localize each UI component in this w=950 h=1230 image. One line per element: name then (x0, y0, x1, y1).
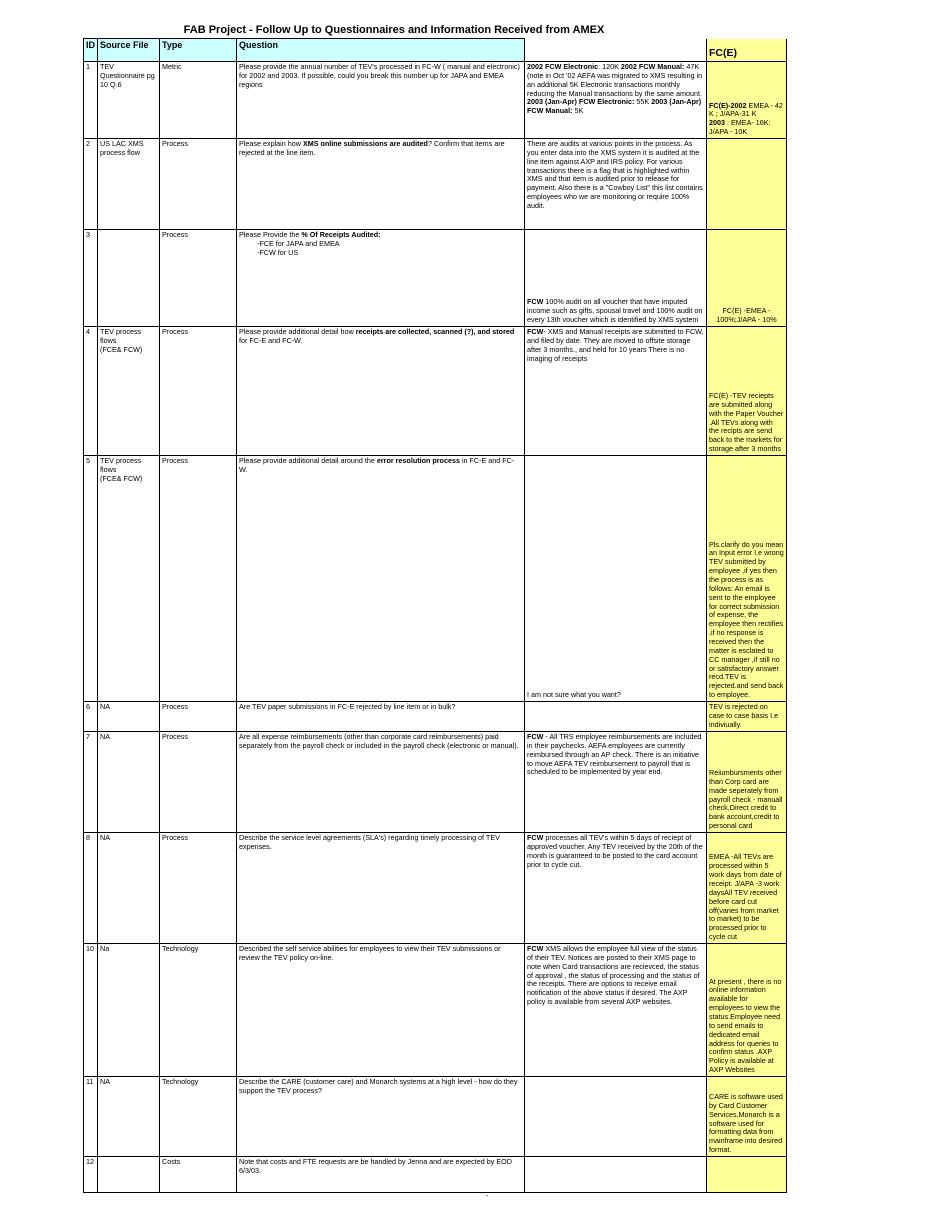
response-label: 2002 FCW Electronic (527, 62, 599, 71)
question-emphasis: XMS online submissions are audited (302, 139, 428, 148)
cell-source-file (98, 230, 160, 327)
cell-question (237, 327, 525, 456)
header-source-file: Source File (98, 39, 160, 62)
cell-source-file: NA (98, 833, 160, 944)
cell-fce: FC(E) -EMEA - 100%;J/APA - 10% (707, 230, 787, 327)
cell-response (525, 62, 707, 139)
response-text: XMS allows the employee full view of the status of their TEV. Notices are posted to their XMS page to note when Card transactions are recievced, the status of approval , the status of processing and the status of the receipts. There are options to receive email notification of the above status if desired. The AXP policy is available from several AXP websites. (527, 944, 700, 1007)
question-text: Please Provide the (239, 230, 302, 239)
response-text: 5K (572, 106, 584, 116)
cell-id: 8 (84, 833, 98, 944)
cell-question (237, 456, 525, 702)
response-label: FCW (527, 327, 544, 336)
cell-response (525, 327, 707, 456)
fce-text: : EMEA- 16K: J/APA - 10K (709, 118, 771, 137)
cell-source-file: NA (98, 1077, 160, 1157)
cell-source-file: US LAC XMS process flow (98, 139, 160, 230)
cell-fce: At present , there is no online information available for employees to view the status.Employee need to send emails to dedicated email address for queries to confirm status .AXP Policy is available at AXP Websites (707, 944, 787, 1077)
fce-label: FC(E)-2002 (709, 100, 747, 110)
response-label: FCW (527, 944, 544, 953)
response-text: 47K (note in Oct '02 AEFA was migrated to XMS resulting in an additional 5K Electronic transactions monthly reducing the Manual transactions by the same amount. (527, 62, 703, 98)
question-text: Please provide additional detail how (239, 327, 356, 336)
cell-type: Technology (160, 1077, 237, 1157)
cell-id: 11 (84, 1077, 98, 1157)
cell-response (525, 732, 707, 833)
cell-id: 5 (84, 456, 98, 702)
cell-source-file: TEV process flows (FCE& FCW) (98, 327, 160, 456)
cell-question (237, 230, 525, 327)
response-text: - XMS and Manual receipts are submitted to FCW, and filed by date. They are moved to offsite storage after 3 months., and held for 10 years There is no imaging of receipts (527, 327, 704, 363)
cell-source-file: Na (98, 944, 160, 1077)
cell-id: 7 (84, 732, 98, 833)
cell-response (525, 230, 707, 327)
response-text: 55K (634, 97, 652, 107)
response-text: : 120K (598, 62, 621, 71)
cell-question: Describe the CARE (customer care) and Monarch systems at a high level - how do they support the TEV process? (237, 1077, 525, 1157)
followup-table (83, 38, 787, 1193)
table-row (84, 456, 787, 702)
question-subitem: -FCW for US (257, 247, 299, 257)
fce-label: 2003 (709, 118, 725, 128)
response-text: processes all TEV's within 5 days of reciept of approved voucher. Any TEV received by the 20th of the month is guaranteed to be posted to the card account prior to cycle cut. (527, 833, 703, 869)
question-emphasis: % Of Receipts Audited: (301, 230, 381, 239)
table-row (84, 327, 787, 456)
cell-type: Process (160, 833, 237, 944)
cell-question (237, 139, 525, 230)
question-text: Please explain how (239, 139, 303, 148)
response-text: - All TRS employee reimbursements are included in their paychecks. AEFA employees are currently reimbursed through an AP check. There is an initiative to move AEFA TEV reimbursement to payroll that is scheduled to be implemented by year end. (527, 732, 702, 777)
header-response (525, 39, 707, 62)
cell-id: 6 (84, 702, 98, 732)
response-label: 2003 (Jan-Apr) FCW Electronic: (527, 97, 635, 107)
header-fce: FC(E) (707, 39, 787, 62)
table-row (84, 732, 787, 833)
cell-fce: EMEA -All TEVs are processed within 5 work days from date of receipt. J/APA -3 work daysAll TEV received before card cut off(varies from market to market) to be processed prior to cycle cut (707, 833, 787, 944)
cell-fce: Reiumbursments other than Corp card are made seperately from payroll check - manuall check,Direct credit to bank account,credit to personal card (707, 732, 787, 833)
cell-response: There are audits at various points in the process. As you enter data into the XMS system it is audited at the line item against AXP and IRS policy. For various transactions there is a flag that is highlighted within XMS and that item is audited prior to release for payment. Also there is a "Cowboy List" this list contains employees who we are monitoring or require 100% audit. (525, 139, 707, 230)
question-emphasis: receipts are collected, scanned (?), and stored (355, 327, 515, 336)
cell-id: 1 (84, 62, 98, 139)
cell-type: Process (160, 456, 237, 702)
cell-type: Process (160, 139, 237, 230)
table-row (84, 702, 787, 732)
cell-source-file (98, 1157, 160, 1193)
cell-source-file: TEV Questionnaire pg 10 Q.6 (98, 62, 160, 139)
cell-question: Describe the service level agreements (SLA's) regarding timely processing of TEV expenses. (237, 833, 525, 944)
page-title: FAB Project - Follow Up to Questionnaires and Information Received from AMEX (183, 24, 605, 36)
cell-fce: CARE is software used by Card Customer Services.Monarch is a software used for formatting data from mainframe into desired format. (707, 1077, 787, 1157)
cell-id: 10 (84, 944, 98, 1077)
cell-fce (707, 139, 787, 230)
cell-fce: FC(E) -TEV reciepts are submitted along with the Paper Voucher .All TEVs along with the recipts are send back to the markets for storage after 3 months (707, 327, 787, 456)
header-question: Question (237, 39, 525, 62)
cell-type: Process (160, 702, 237, 732)
cell-question: Described the self service abilities for employees to view their TEV submissions or review the TEV policy on-line. (237, 944, 525, 1077)
cell-source-file: NA (98, 732, 160, 833)
table-row (84, 139, 787, 230)
table-row (84, 944, 787, 1077)
response-text: 100% audit on all voucher that have imputed income such as gifts, spousal travel and 100% audit on every 13th voucher which is identified by XMS system (527, 297, 703, 325)
table-row (84, 833, 787, 944)
cell-fce (707, 62, 787, 139)
cell-source-file: TEV process flows (FCE& FCW) (98, 456, 160, 702)
cell-type: Metric (160, 62, 237, 139)
cell-type: Process (160, 230, 237, 327)
cell-response: I am not sure what you want? (525, 456, 707, 702)
cell-fce: Pls.clarify do you mean an Input error I.e wrong TEV submitted by employee ,if yes then the process is as follows: An email is sent to the employee for correct submission of expense, the employee then rectifies ,if no response is received then the matter is esclated to CC manager ,if still no or satisfactory answer recd.TEV is rejected.and send back to employee. (707, 456, 787, 702)
cell-type: Process (160, 732, 237, 833)
response-label: 2003 (Jan-Apr) FCW Manual: (527, 97, 702, 116)
question-text: Please provide additional detail around the (239, 456, 377, 465)
cell-type: Process (160, 327, 237, 456)
question-text: for FC-E and FC-W. (239, 335, 303, 345)
cell-question: Are TEV paper submissions in FC-E rejected by line item or in bulk? (237, 702, 525, 732)
cell-id: 3 (84, 230, 98, 327)
page-footer-mark: - (486, 1193, 489, 1200)
cell-response (525, 1077, 707, 1157)
cell-response (525, 702, 707, 732)
response-label: FCW (527, 732, 544, 741)
cell-response (525, 1157, 707, 1193)
question-text: in FC-E and FC-W. (239, 456, 515, 474)
cell-question: Please provide the annual number of TEV's processed in FC-W ( manual and electronic) for 2002 and 2003. If possible, could you break this number up for JAPA and EMEA regions (237, 62, 525, 139)
cell-question: Note that costs and FTE requests are be handled by Jenna and are expected by EOD 6/3/03. (237, 1157, 525, 1193)
cell-type: Technology (160, 944, 237, 1077)
cell-source-file: NA (98, 702, 160, 732)
table-row (84, 62, 787, 139)
table-row (84, 1077, 787, 1157)
header-row (84, 39, 787, 62)
question-text: ? Confirm that items are rejected at the line item. (239, 139, 505, 157)
header-id: ID (84, 39, 98, 62)
cell-question: Are all expense reimbursements (other than corporate card reimbursements) paid separately from the payroll check or included in the payroll check (electronic or manual). (237, 732, 525, 833)
cell-id: 4 (84, 327, 98, 456)
cell-response (525, 833, 707, 944)
question-emphasis: error resolution process (376, 456, 460, 465)
cell-type: Costs (160, 1157, 237, 1193)
cell-id: 12 (84, 1157, 98, 1193)
cell-fce: TEV is rejected on case to case basis I.e indiviually. (707, 702, 787, 732)
question-subitem: -FCE for JAPA and EMEA (257, 238, 340, 248)
response-label: FCW (527, 833, 544, 842)
table-row (84, 1157, 787, 1193)
cell-fce (707, 1157, 787, 1193)
cell-response (525, 944, 707, 1077)
response-label: 2002 FCW Manual: (620, 62, 685, 71)
response-label: FCW (527, 297, 544, 307)
fce-text: EMEA - 42 K ; J/APA-31 K (709, 100, 783, 119)
header-type: Type (160, 39, 237, 62)
table-row (84, 230, 787, 327)
cell-id: 2 (84, 139, 98, 230)
